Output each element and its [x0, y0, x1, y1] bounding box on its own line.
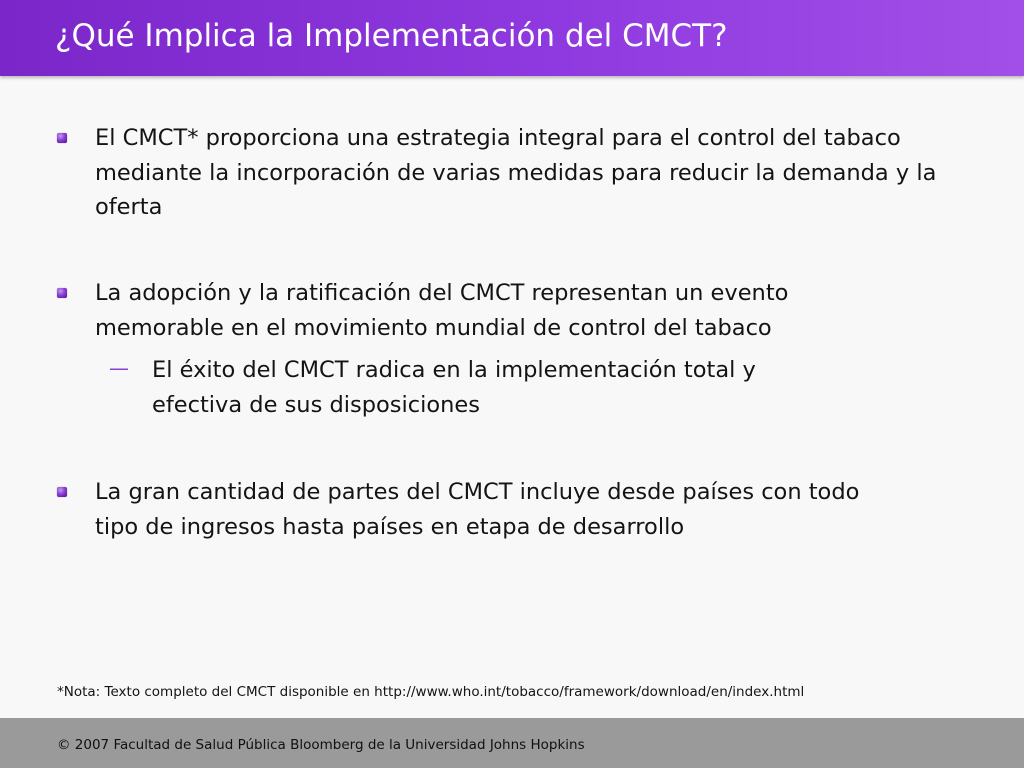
- title-bar: [0, 0, 1024, 76]
- square-bullet-icon: [57, 487, 67, 497]
- bullet-text-2: La adopción y la ratificación del CMCT representan un evento memorable en el movimiento mundial de control del tabaco: [95, 280, 789, 341]
- bullet-text-3: La gran cantidad de partes del CMCT incluye desde países con todo tipo de ingresos hasta países en etapa de desarrollo: [95, 479, 860, 540]
- bullet-item-2: [95, 276, 905, 345]
- bullet-item-3: [95, 475, 885, 544]
- bullet-text-1: El CMCT* proporciona una estrategia integral para el control del tabaco mediante la incorporación de varias medidas para reducir la demanda y la oferta: [95, 125, 937, 220]
- copyright-text: © 2007 Facultad de Salud Pública Bloomberg de la Universidad Johns Hopkins: [57, 737, 585, 753]
- bullet-item-1: [95, 121, 945, 225]
- footnote: *Nota: Texto completo del CMCT disponible en http://www.who.int/tobacco/framework/download/en/index.html: [57, 684, 805, 700]
- square-bullet-icon: [57, 133, 67, 143]
- dash-bullet-icon: —: [109, 356, 129, 380]
- slide-content: [0, 76, 1024, 718]
- square-bullet-icon: [57, 288, 67, 298]
- footer-bar: [0, 718, 1024, 768]
- sub-item-2-1: [109, 353, 842, 422]
- slide-title: ¿Qué Implica la Implementación del CMCT?: [55, 18, 728, 54]
- sub-item-text: El éxito del CMCT radica en la implementación total y efectiva de sus disposiciones: [152, 357, 756, 418]
